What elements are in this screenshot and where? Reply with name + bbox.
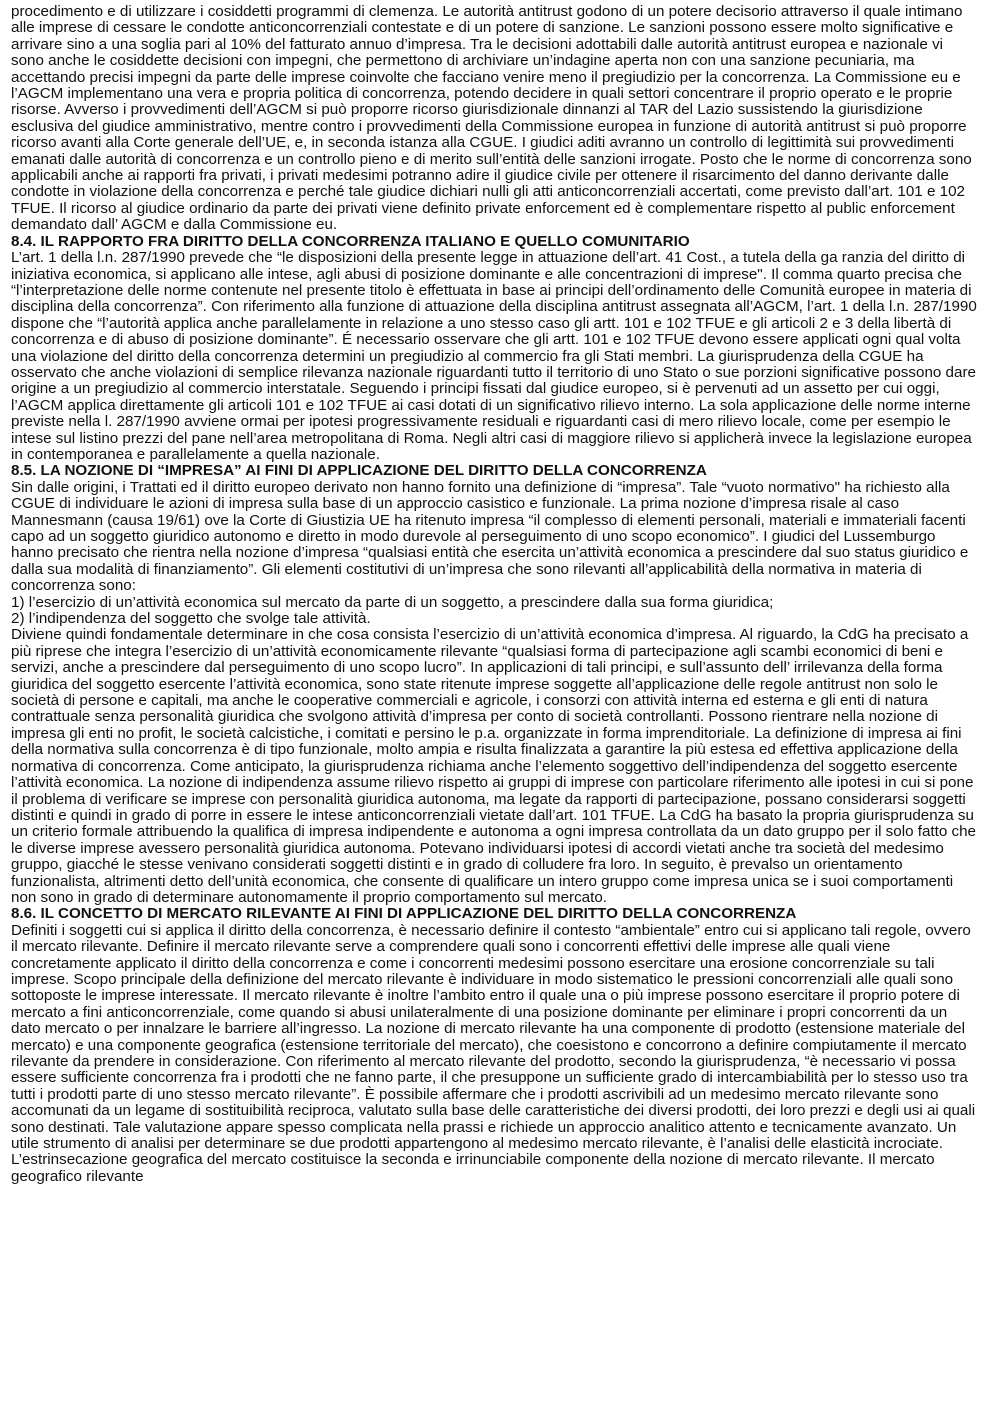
section-8-6-heading: 8.6. IL CONCETTO DI MERCATO RILEVANTE AI FINI DI APPLICAZIONE DEL DIRITTO DELLA CONCORRENZA (11, 905, 797, 923)
section-8-5-list-item-1: 1) l’esercizio di un’attività economica sul mercato da parte di un soggetto, a prescindere dalla sua forma giuridica; (11, 593, 774, 611)
intro-section (11, 4, 980, 234)
intro-paragraph: procedimento e di utilizzare i cosiddetti programmi di clemenza. Le autorità antitrust godono di un potere decisorio attraverso il quale intimano alle imprese di cessare le condotte anticoncorrenziali contestate e di un potere di sanzione. Le sanzioni possono essere molto significative e arrivare sino a una soglia pari al 10% del fatturato annuo d’impresa. Tra le decisioni adottabili dalle autorità antitrust europea e nazionale vi sono anche le cosiddette decisioni con impegni, che permettono di archiviare un’indagine aperta non con una sanzione pecuniaria, ma accettando precisi impegni da parte delle imprese coinvolte che facciano venire meno il pregiudizio per la concorrenza. La Commissione eu e l’AGCM implementano una vera e propria politica di concorrenza, potendo decidere in quali settori concentrare il proprio operato e le proprie risorse. Avverso i provvedimenti dell’AGCM si può proporre ricorso giurisdizionale dinnanzi al TAR del Lazio sussistendo la giurisdizione esclusiva del giudice amministrativo, mentre contro i provvedimenti della Commissione europea in funzione di autorità antitrust si può proporre ricorso avanti alla Corte generale dell’UE, e, in seconda istanza alla CGUE. I giudici aditi avranno un controllo di legittimità sui provvedimenti emanati dalle autorità di concorrenza e un controllo pieno e di merito sull’entità delle sanzioni irrogate. Posto che le norme di concorrenza sono applicabili anche ai rapporti fra privati, i privati medesimi potranno adire il giudice civile per ottenere il risarcimento del danno derivante dalle condotte in violazione della concorrenza e perché tale giudice dichiari nulli gli atti anticoncorrenziali accertati, come previsto dall’art. 101 e 102 TFUE. Il ricorso al giudice ordinario da parte dei privati viene definito private enforcement ed è complementare rispetto al public enforcement demandato dall’ AGCM e dalla Commissione eu. (11, 3, 972, 234)
section-8-4-heading: 8.4. IL RAPPORTO FRA DIRITTO DELLA CONCORRENZA ITALIANO E QUELLO COMUNITARIO (11, 232, 690, 250)
section-8-5-heading: 8.5. LA NOZIONE DI “IMPRESA” AI FINI DI APPLICAZIONE DEL DIRITTO DELLA CONCORRENZA (11, 462, 707, 480)
section-8-5-paragraph-2: Diviene quindi fondamentale determinare in che cosa consista l’esercizio di un’attività economica d’impresa. Al riguardo, la CdG ha precisato a più riprese che integra l’esercizio di un’attività economicamente rilevante “qualsiasi forma di partecipazione agli scambi economici di beni e servizi, anche a prescindere dal perseguimento di uno scopo lucro”. In applicazioni di tali principi, e sull’assunto dell’ irrilevanza della forma giuridica del soggetto esercente l’attività economica, sono state ritenute imprese soggette all’applicazione delle regole antitrust non solo le società di persone e capitali, ma anche le cooperative commerciali e agricole, i consorzi con attività interna ed esterna e gli enti di natura contrattuale senza personalità giuridica che svolgono attività d’impresa per conto di società controllanti. Possono rientrare nella nozione di impresa gli enti no profit, le società calcistiche, i comitati e persino le p.a. organizzate in forma imprenditoriale. La definizione di impresa ai fini della normativa sulla concorrenza è di tipo funzionale, molto ampia e risulta finalizzata a garantire la più estesa ed effettiva applicazione della normativa di concorrenza. Come anticipato, la giurisprudenza richiama anche l’elemento soggettivo dell’indipendenza del soggetto esercente l’attività economica. La nozione di indipendenza assume rilievo rispetto ai gruppi di imprese con particolare riferimento alle ipotesi in cui si pone il problema di verificare se imprese con personalità giuridica autonoma, ma legate da rapporti di partecipazione, possano considerarsi soggetti distinti e quindi in grado di porre in essere le intese anticoncorrenziali vietate dall’art. 101 TFUE. La CdG ha basato la propria giurisprudenza su un criterio formale attribuendo la qualifica di impresa indipendente e autonoma a ogni impresa controllata da un dato gruppo per il solo fatto che le diverse imprese avessero personalità giuridica autonoma. Potevano individuarsi ipotesi di accordi vietati anche tra società del medesimo gruppo, giacché le stesse venivano considerati soggetti distinti e in grado di colludere fra loro. In seguito, è prevalso un orientamento funzionalista, altrimenti detto dell’unità economica, che consente di qualificare un intero gruppo come impresa unica se i suoi comportamenti non sono in grado di determinare autonomamente il proprio comportamento sul mercato. (11, 626, 976, 906)
section-8-6-paragraph: Definiti i soggetti cui si applica il diritto della concorrenza, è necessario definire il contesto “ambientale” entro cui si applicano tali regole, ovvero il mercato rilevante. Definire il mercato rilevante serve a comprendere quali sono i concorrenti effettivi delle imprese alle quali viene concretamente applicato il diritto della concorrenza e come i concorrenti medesimi possono esercitare una erosione concorrenziale su tali imprese. Scopo principale della definizione del mercato rilevante è individuare in modo sistematico le pressioni concorrenziali alle quali sono sottoposte le imprese interessate. Il mercato rilevante è inoltre l’ambito entro il quale una o più imprese possono esercitare il proprio potere di mercato a fini anticoncorrenziale, come quando si abusi unilateralmente di una posizione dominante per eliminare i propri concorrenti da un dato mercato o per innalzare le barriere all’ingresso. La nozione di mercato rilevante ha una componente di prodotto (estensione materiale del mercato) e una componente geografica (estensione territoriale del mercato), che coesistono e concorrono a definire compiutamente il mercato rilevante da prendere in considerazione. Con riferimento al mercato rilevante del prodotto, secondo la giurisprudenza, “è necessario vi possa essere sufficiente concorrenza fra i prodotti che ne fanno parte, il che presuppone un sufficiente grado di intercambiabilità per lo stesso uso tra tutti i prodotti parte di uno stesso mercato rilevante”. È possibile affermare che i prodotti ascrivibili ad un medesimo mercato rilevante sono accomunati da un legame di sostituibilità reciproca, valutato sulla base delle caratteristiche dei diversi prodotti, dei loro prezzi e degli usi ai quali sono destinati. Tale valutazione appare spesso complicata nella prassi e richiede un approccio analitico attento e tecnicamente avanzato. Un utile strumento di analisi per determinare se due prodotti appartengono al medesimo mercato rilevante, è l’analisi delle elasticità incrociate. L’estrinsecazione geografica del mercato costituisce la seconda e irrinunciabile componente della nozione di mercato rilevante. Il mercato geografico rilevante (11, 921, 976, 1185)
section-8-4-paragraph: L’art. 1 della l.n. 287/1990 prevede che “le disposizioni della presente legge in attuazione dell’art. 41 Cost., a tutela della ga ranzia del diritto di iniziativa economica, si applicano alle intese, agli abusi di posizione dominante e alle concentrazioni di imprese". Il comma quarto precisa che “l’interpretazione delle norme contenute nel presente titolo è effettuata in base ai principi dell’ordinamento delle Comunità europee in materia di disciplina della concorrenza”. Con riferimento alla funzione di attuazione della disciplina antitrust assegnata all’AGCM, l’art. 1 della l.n. 287/1990 dispone che “l’autorità applica anche parallelamente in relazione a uno stesso caso gli artt. 101 e 102 TFUE e gli articoli 2 e 3 della libertà di concorrenza e di abuso di posizione dominante”. É necessario osservare che gli artt. 101 e 102 TFUE devono essere applicati ogni qual volta una violazione del diritto della concorrenza determini un pregiudizio al commercio fra gli Stati membri. La giurisprudenza della CGUE ha osservato che anche violazioni di semplice rilevanza nazionale riguardanti tutto il territorio di uno Stato o sue porzioni significative possono dare origine a un pregiudizio al commercio interstatale. Seguendo i principi fissati dal giudice europeo, si è pervenuti ad un assetto per cui oggi, l’AGCM applica direttamente gli articoli 101 e 102 TFUE ai casi dotati di un significativo rilievo interno. La sola applicazione delle norme interne previste nella l. 287/1990 avviene ormai per ipotesi progressivamente residuali e riguardanti casi di mero rilievo locale, come per esempio le intese sul listino prezzi del pane nell’area metropolitana di Roma. Negli altri casi di maggiore rilievo si applicherà invece la legislazione europea in contemporanea e parallelamente a quella nazionale. (11, 249, 977, 463)
section-8-4 (11, 234, 980, 464)
section-8-6 (11, 906, 980, 1185)
section-8-5 (11, 463, 980, 906)
section-8-5-paragraph-1: Sin dalle origini, i Trattati ed il diritto europeo derivato non hanno fornito una definizione di “impresa”. Tale “vuoto normativo" ha richiesto alla CGUE di individuare le azioni di impresa sulla base di un approccio casistico e funzionale. La prima nozione d’impresa risale al caso Mannesmann (causa 19/61) ove la Corte di Giustizia UE ha ritenuto impresa “il complesso di elementi personali, materiali e immateriali facenti capo ad un soggetto giuridico autonomo e diretto in modo durevole al perseguimento di uno scopo economico”. I giudici del Lussemburgo hanno precisato che rientra nella nozione d’impresa “qualsiasi entità che esercita un’attività economica a prescindere dal suo status giuridico e dalla sua modalità di finanziamento”. Gli elementi costitutivi di un’impresa che sono rilevanti all’applicabilità della normativa in materia di concorrenza sono: (11, 478, 969, 595)
section-8-5-list-item-2: 2) l’indipendenza del soggetto che svolge tale attività. (11, 610, 371, 628)
